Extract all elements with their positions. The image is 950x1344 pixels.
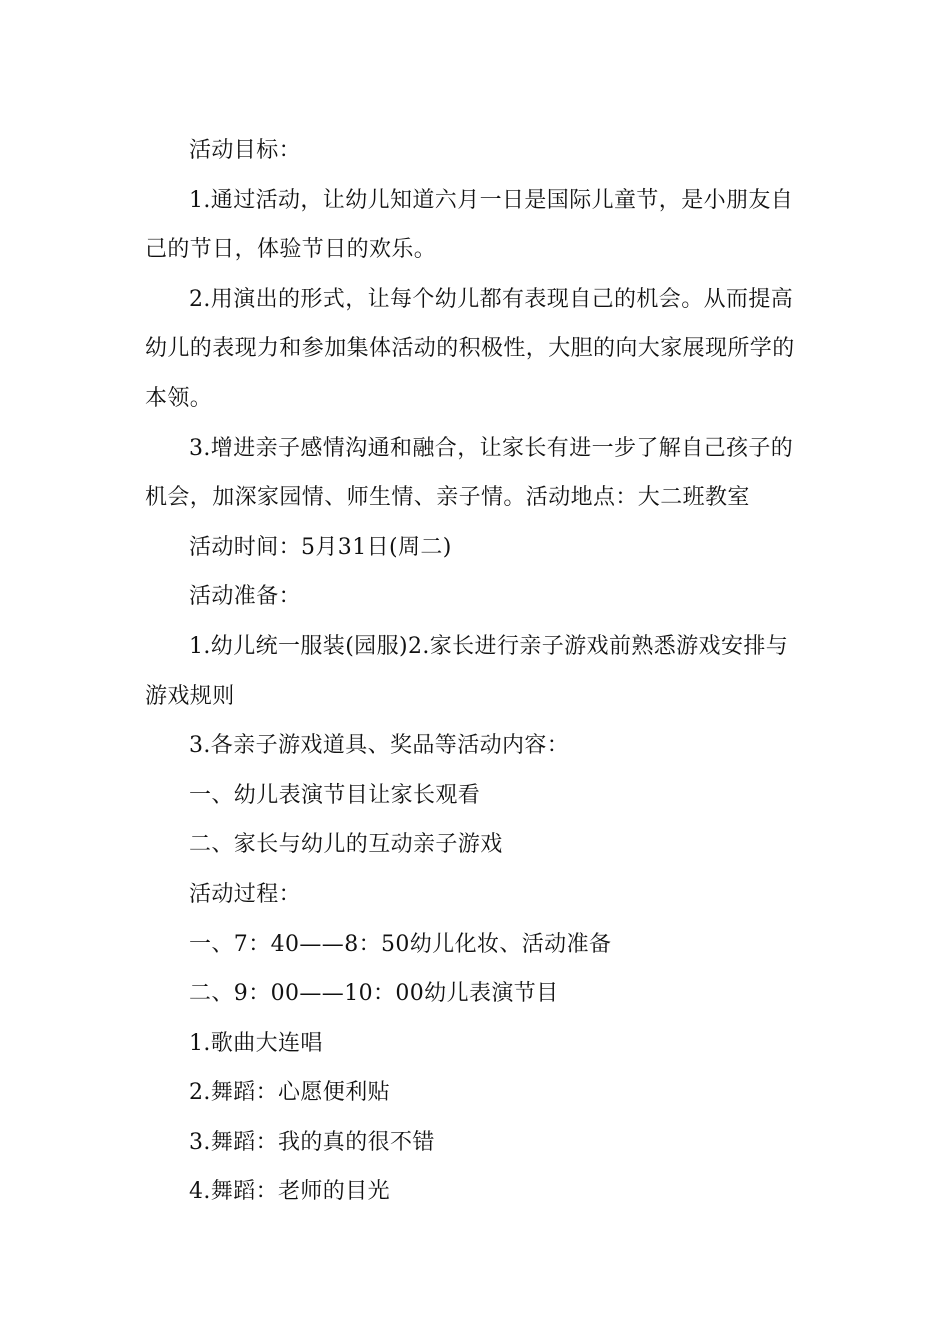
document-body: [145, 126, 807, 1217]
process-step-2: 二、9：00——10：00幼儿表演节目: [189, 981, 559, 1007]
preparation-item-3: 3.各亲子游戏道具、奖品等活动内容：: [189, 733, 570, 759]
heading-activity-process: 活动过程：: [189, 881, 302, 907]
goal-item-1: 1.通过活动，让幼儿知道六月一日是国际儿童节，是小朋友自己的节日，体验节日的欢乐。: [145, 187, 794, 263]
content-item-1: 一、幼儿表演节目让家长观看: [189, 782, 481, 808]
goal-item-3: 3.增进亲子感情沟通和融合，让家长有进一步了解自己孩子的机会，加深家园情、师生情、亲子情。活动地点：大二班教室: [145, 435, 794, 511]
program-item-4: 4.舞蹈：老师的目光: [189, 1179, 390, 1205]
process-step-1: 一、7：40——8：50幼儿化妆、活动准备: [189, 931, 612, 957]
preparation-item-1-2: 1.幼儿统一服装(园服)2.家长进行亲子游戏前熟悉游戏安排与游戏规则: [145, 633, 789, 709]
heading-activity-preparation: 活动准备：: [189, 584, 302, 610]
content-item-2: 二、家长与幼儿的互动亲子游戏: [189, 832, 503, 858]
program-item-2: 2.舞蹈：心愿便利贴: [189, 1080, 390, 1106]
goal-item-2: 2.用演出的形式，让每个幼儿都有表现自己的机会。从而提高幼儿的表现力和参加集体活动的积极性，大胆的向大家展现所学的本领。: [145, 286, 795, 411]
program-item-3: 3.舞蹈：我的真的很不错: [189, 1129, 435, 1155]
program-item-1: 1.歌曲大连唱: [189, 1030, 323, 1056]
heading-activity-goals: 活动目标：: [189, 138, 302, 163]
activity-time: 活动时间：5月31日(周二): [189, 534, 452, 560]
